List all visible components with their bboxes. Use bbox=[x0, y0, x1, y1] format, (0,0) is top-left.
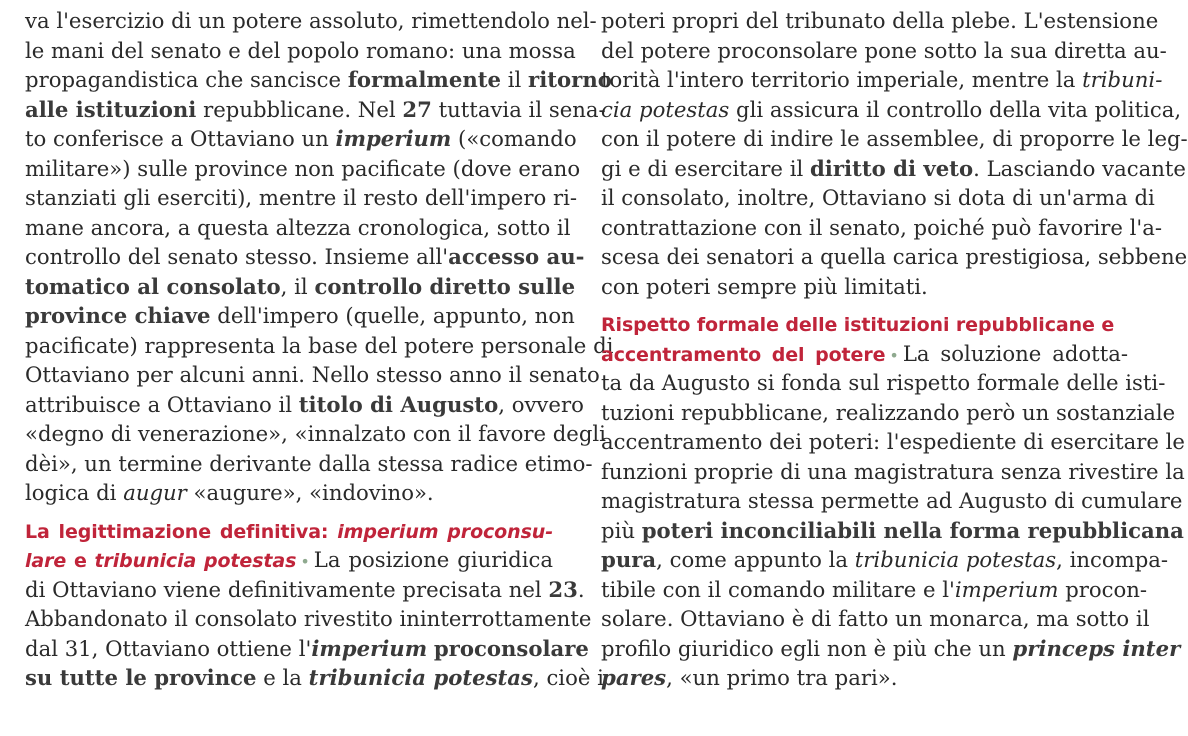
text-line: torità l'intero territorio imperiale, mentre la tribuni- bbox=[601, 67, 1163, 92]
bold-term: titolo di Augusto bbox=[298, 391, 499, 417]
text-line: stanziati gli eserciti), mentre il resto dell'impero ri- bbox=[25, 185, 578, 210]
text-line: contrattazione con il senato, poiché può favorire l'a- bbox=[601, 214, 1163, 240]
section-heading: La legittimazione definitiva: bbox=[25, 520, 338, 543]
bold-italic-term: imperium bbox=[311, 635, 428, 661]
bold-term: province chiave bbox=[25, 303, 211, 328]
bold-italic-term: princeps inter bbox=[1012, 635, 1181, 661]
section-heading: accentramento del potere bbox=[601, 343, 886, 366]
text-line: magistratura stessa permette ad Augusto di cumulare bbox=[601, 488, 1183, 513]
text-line: funzioni proprie di una magistratura senza rivestire la bbox=[601, 458, 1185, 484]
text-line: di Ottaviano viene definitivamente precisata nel 23. bbox=[25, 576, 585, 602]
bold-term: tomatico al consolato bbox=[25, 273, 281, 299]
text-line: cia potestas gli assicura il controllo della vita politica, bbox=[601, 96, 1182, 122]
section-heading: lare bbox=[25, 550, 67, 572]
text-line: mane ancora, a questa altezza cronologica, sotto il bbox=[25, 214, 571, 240]
text-line: del potere proconsolare pone sotto la sua diretta au- bbox=[601, 37, 1167, 63]
text-line: pura, come appunto la tribunicia potestas, incompa- bbox=[601, 547, 1169, 572]
bold-term: diritto di veto bbox=[809, 155, 974, 181]
bold-term: proconsolare bbox=[433, 635, 589, 661]
text-line: propagandistica che sancisce formalmente il ritorno bbox=[25, 67, 612, 92]
bold-italic-term: pares bbox=[601, 665, 667, 690]
text-line: gi e di esercitare il diritto di veto. Lasciando vacante bbox=[601, 155, 1186, 181]
bold-term: controllo diretto sulle bbox=[314, 273, 576, 299]
text-line: Ottaviano per alcuni anni. Nello stesso anno il senato bbox=[25, 362, 600, 387]
text-line: tibile con il comando militare e l'imperium procon- bbox=[601, 576, 1148, 602]
section-heading: tribunicia potestas bbox=[94, 550, 297, 572]
section-heading: Rispetto formale delle istituzioni repubblicane e bbox=[601, 314, 1115, 336]
bold-term: pura bbox=[601, 547, 657, 572]
italic-term: augur bbox=[123, 480, 187, 505]
text-line: il consolato, inoltre, Ottaviano si dota di un'arma di bbox=[601, 185, 1155, 210]
italic-term: tribuni- bbox=[1082, 67, 1163, 92]
section-heading-line: lare e tribunicia potestas • La posizione giuridica bbox=[25, 547, 553, 572]
left-column bbox=[25, 6, 614, 693]
text-line: dal 31, Ottaviano ottiene l'imperium proconsolare bbox=[25, 635, 589, 661]
bold-year: 27 bbox=[402, 96, 432, 122]
italic-term: cia potestas bbox=[601, 96, 730, 122]
italic-term: tribunicia potestas bbox=[854, 547, 1057, 572]
text-line: profilo giuridico egli non è più che un princeps inter bbox=[601, 635, 1181, 661]
text-line: con il potere di indire le assemblee, di proporre le leg- bbox=[601, 126, 1188, 151]
text-line: militare») sulle province non pacificate (dove erano bbox=[25, 155, 581, 181]
bullet-separator: • bbox=[300, 552, 310, 571]
text-line: le mani del senato e del popolo romano: una mossa bbox=[25, 37, 576, 63]
text-line: più poteri inconciliabili nella forma repubblicana bbox=[601, 517, 1184, 543]
text-line: pares, «un primo tra pari». bbox=[601, 665, 898, 690]
text-line: scesa dei senatori a quella carica prestigiosa, sebbene bbox=[601, 244, 1188, 269]
text-line: solare. Ottaviano è di fatto un monarca, ma sotto il bbox=[601, 606, 1150, 631]
text-line: con poteri sempre più limitati. bbox=[601, 273, 928, 299]
section-heading-line bbox=[25, 516, 553, 546]
text-line: to conferisce a Ottaviano un imperium («comando bbox=[25, 126, 577, 151]
section-heading: imperium proconsu- bbox=[337, 520, 553, 543]
text-line: accentramento dei poteri: l'espediente di esercitare le bbox=[601, 429, 1185, 454]
text-line: pacificate) rappresenta la base del potere personale di bbox=[25, 332, 614, 358]
text-line: va l'esercizio di un potere assoluto, rimettendolo nel- bbox=[25, 8, 597, 33]
text-line: tuzioni repubblicane, realizzando però un sostanziale bbox=[601, 399, 1176, 425]
text-line: Abbandonato il consolato rivestito ininterrottamente bbox=[25, 606, 592, 631]
section-heading-line bbox=[601, 309, 1128, 339]
text-line: province chiave dell'impero (quelle, appunto, non bbox=[25, 303, 575, 328]
section-heading: e bbox=[66, 550, 95, 572]
text-line: tomatico al consolato, il controllo diretto sulle bbox=[25, 273, 576, 299]
bold-term: poteri inconciliabili nella forma repubblicana bbox=[641, 517, 1184, 543]
bold-term: formalmente bbox=[347, 67, 501, 92]
bold-term: accesso au- bbox=[448, 244, 585, 269]
bold-year: 23 bbox=[548, 576, 578, 602]
bold-italic-term: tribunicia potestas bbox=[308, 665, 533, 690]
text-line: controllo del senato stesso. Insieme all'accesso au- bbox=[25, 244, 585, 269]
text-line: dèi», un termine derivante dalla stessa radice etimo- bbox=[25, 450, 593, 476]
bold-term: su tutte le province bbox=[25, 665, 257, 690]
text-line: «degno di venerazione», «innalzato con il favore degli bbox=[25, 421, 606, 446]
bold-term: ritorno bbox=[528, 67, 612, 92]
right-column bbox=[601, 6, 1188, 693]
bold-term: alle istituzioni bbox=[25, 96, 197, 122]
text-line: alle istituzioni repubblicane. Nel 27 tuttavia il sena- bbox=[25, 96, 606, 122]
bold-italic-term: imperium bbox=[335, 126, 452, 151]
text-line: su tutte le province e la tribunicia potestas, cioè i bbox=[25, 665, 604, 690]
italic-term: imperium bbox=[954, 576, 1059, 602]
text-line: logica di augur «augure», «indovino». bbox=[25, 480, 434, 505]
text-line: ta da Augusto si fonda sul rispetto formale delle isti- bbox=[601, 370, 1166, 395]
text-line: poteri propri del tribunato della plebe. L'estensione bbox=[601, 8, 1159, 33]
section-heading-line: accentramento del potere • La soluzione adotta- bbox=[601, 340, 1128, 366]
bullet-separator: • bbox=[889, 345, 899, 365]
text-line: attribuisce a Ottaviano il titolo di Augusto, ovvero bbox=[25, 391, 584, 417]
